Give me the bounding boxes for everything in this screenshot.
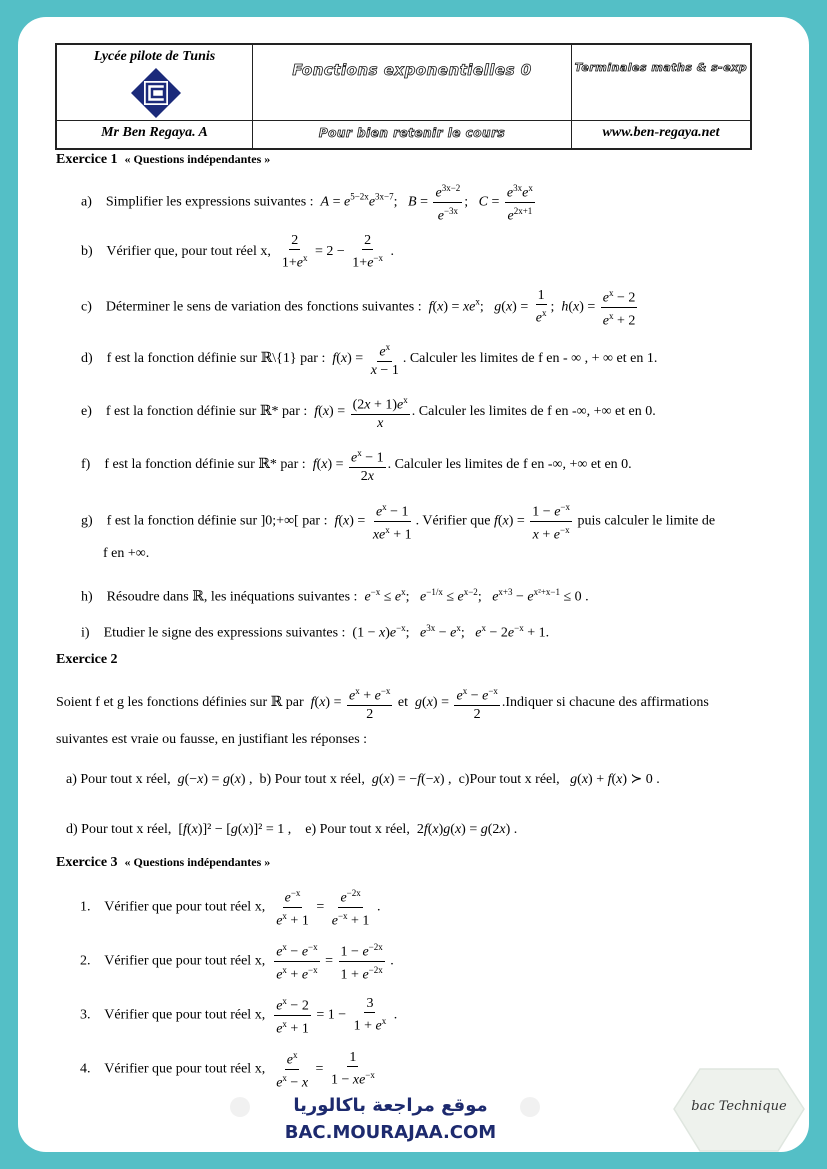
item-text: Simplifier les expressions suivantes : <box>105 194 314 210</box>
footer-site-link[interactable]: BAC.MOURAJAA.COM <box>284 1122 497 1143</box>
subtitle-cell <box>253 121 572 148</box>
item-text: Vérifier que pour tout réel x, <box>104 1007 266 1023</box>
teacher-cell <box>57 121 253 148</box>
level-cell <box>572 45 750 121</box>
ex2-abc: a) Pour tout x réel, g(−x) = g(x) , b) Pour tout x réel, g(x) = −f(−x) , c)Pour tout x réel, g(x) + f(x) ≻ 0 . <box>66 772 660 787</box>
ex3-item-1: 1. Vérifier que pour tout réel x, $\frac{e^{-x}}{e^x + 1}$ = $\frac{e^{-2x}}{e^{-x} + 1}$ . <box>80 885 380 929</box>
ex1-d: d) f est la fonction définie sur ℝ\{1} par : f(x) = $\frac{e^x}{x - 1}$ . Calculer les limites de f en - ∞ , + ∞ et en 1. <box>81 339 657 379</box>
item-label: e) <box>81 404 92 420</box>
item-label: i) <box>81 625 90 641</box>
item-label: 1. <box>80 899 91 915</box>
item-label: 3. <box>80 1007 91 1023</box>
ex1-tag: « Questions indépendantes » <box>124 152 271 166</box>
level-label: Terminales maths & s-exp <box>574 61 748 74</box>
intro-text: Soient f et g les fonctions définies sur ℝ par <box>56 695 304 711</box>
ex1-i: i) Etudier le signe des expressions suivantes : $(1 - x)e^{-x}$; $e^{3x} - e^x$; $e^x - 2e^{-x} + 1$. <box>81 623 550 641</box>
title-cell <box>253 45 572 121</box>
item-text: f est la fonction définie sur ℝ* par : <box>104 457 306 473</box>
ex1-g: g) f est la fonction définie sur ]0;+∞[ par : f(x) = $e^x - 1$ $xe^x + 1$ . Vérifier que f(x) = $\frac{1 - e^{-x}}{x + e^{-x}}$ puis calculer le limite de <box>81 499 715 543</box>
item-text: puis calculer le limite de <box>577 513 716 529</box>
item-label: 2. <box>80 953 91 969</box>
item-text: . Calculer les limites de f en -∞, +∞ et en 0. <box>411 404 656 420</box>
item-text: f est la fonction définie sur ℝ* par : <box>105 404 308 420</box>
item-label: b) <box>81 244 93 260</box>
website-cell <box>572 121 750 148</box>
school-name: Lycée pilote de Tunis <box>93 49 216 64</box>
stmt-d: d) Pour tout x réel, <box>66 822 172 837</box>
item-text: . Calculer les limites de f en -∞, +∞ et en 0. <box>387 457 632 473</box>
ex1-a: a) Simplifier les expressions suivantes : $A = e^{5-2x}e^{3x-7}$; B = $\frac{e^{3x-2}}{e^{-3x}}$ ; C = $e^{3x}e^x$ $e^{2x+1}$ <box>81 180 537 224</box>
item-label: c) <box>81 299 92 315</box>
ex3-title: Exercice 3 <box>56 855 118 870</box>
sheet-title: Fonctions exponentielles 0 <box>292 61 532 79</box>
ex1-f: f) f est la fonction définie sur ℝ* par : f(x) = $\frac{e^x - 1}{2x}$ . Calculer les limites de f en -∞, +∞ et en 0. <box>81 445 632 485</box>
ex2-intro: Soient f et g les fonctions définies sur ℝ par f(x) = $\frac{e^x + e^{-x}}{2}$ et g(x) = $\frac{e^x - e^{-x}}{2}$ .Indiquer si chacune des affirmations <box>56 683 709 723</box>
item-label: h) <box>81 589 93 605</box>
ex3-item-4: 4. Vérifier que pour tout réel x, $\frac{e^x}{e^x - x}$ = $\frac{1}{1 - xe^{-x}}$ <box>80 1047 379 1091</box>
item-text: . Vérifier que <box>415 513 491 529</box>
item-text: Etudier le signe des expressions suivantes : <box>103 625 346 641</box>
ex3-item-2: 2. Vérifier que pour tout réel x, $\frac{e^x - e^{-x}}{e^x + e^{-x}}$ = $\frac{1 - e^{-2x}}{1 + e^{-2x}}$ . <box>80 939 394 983</box>
footer-book-left-icon <box>230 1097 250 1117</box>
ex1-b: b) Vérifier que, pour tout réel x, $\frac{2}{1+e^x}$ = 2 − $\frac{2}{1+e^{-x}}$ . <box>81 233 394 271</box>
stmt-b: b) Pour tout x réel, <box>259 772 365 787</box>
ex1-title: Exercice 1 <box>56 152 118 167</box>
stmt-e: e) Pour tout x réel, <box>305 822 410 837</box>
ex1-c: c) Déterminer le sens de variation des fonctions suivantes : $f(x) = xe^x$; g(x) = $\frac{1}{e^x}$ ; h(x) = $\frac{e^x - 2}{e^x + 2}$ <box>81 285 639 329</box>
footer-book-right-icon <box>520 1097 540 1117</box>
header-table <box>55 43 752 150</box>
teacher-name: Mr Ben Regaya. A <box>101 125 208 140</box>
school-logo-icon <box>130 67 182 119</box>
ex2-intro-cont: suivantes est vraie ou fausse, en justifiant les réponses : <box>56 732 368 747</box>
ex1-e: e) f est la fonction définie sur ℝ* par : f(x) = $\frac{(2x + 1)e^x}{x}$ . Calculer les limites de f en -∞, +∞ et en 0. <box>81 392 656 432</box>
ex1-g-cont: f en +∞. <box>103 546 150 561</box>
item-label: 4. <box>80 1061 91 1077</box>
item-text: f est la fonction définie sur ℝ\{1} par : <box>106 351 326 367</box>
item-label: g) <box>81 513 93 529</box>
item-text: Vérifier que, pour tout réel x, <box>106 244 271 260</box>
bac-technique-label: bac Technique <box>691 1099 787 1114</box>
item-label: d) <box>81 351 93 367</box>
website: www.ben-regaya.net <box>602 125 720 140</box>
ex2-de: d) Pour tout x réel, [f(x)]² − [g(x)]² = 1 , e) Pour tout x réel, 2f(x)g(x) = g(2x) . <box>66 822 518 837</box>
ex1-h: h) Résoudre dans ℝ, les inéquations suivantes : $e^{-x} \le e^x$; $e^{-1/x} \le e^{x-2}$; $e^{x+3} - e^{x^2+x-1} \le 0$ . <box>81 587 589 605</box>
school-cell <box>57 45 253 121</box>
intro-text: .Indiquer si chacune des affirmations <box>501 695 709 711</box>
stmt-c: c)Pour tout x réel, <box>458 772 560 787</box>
item-label: f) <box>81 457 91 473</box>
item-text: Vérifier que pour tout réel x, <box>104 899 266 915</box>
item-text: Résoudre dans ℝ, les inéquations suivantes : <box>106 589 358 605</box>
item-label: a) <box>81 194 92 210</box>
item-text: f est la fonction définie sur ]0;+∞[ par : <box>106 513 328 529</box>
item-text: Vérifier que pour tout réel x, <box>104 953 266 969</box>
item-text: Vérifier que pour tout réel x, <box>104 1061 266 1077</box>
ex3-tag: « Questions indépendantes » <box>124 855 271 869</box>
ex1-heading <box>56 151 270 168</box>
item-text: Déterminer le sens de variation des fonctions suivantes : <box>105 299 422 315</box>
page <box>18 17 809 1152</box>
stmt-a: a) Pour tout x réel, <box>66 772 171 787</box>
footer-arabic: موقع مراجعة باكالوريا <box>293 1095 488 1116</box>
subtitle: Pour bien retenir le cours <box>318 126 506 140</box>
intro-text: et <box>397 695 409 711</box>
ex3-item-3: 3. Vérifier que pour tout réel x, $\frac{e^x - 2}{e^x + 1}$ = 1 − $\frac{3}{1 + e^x}$ . <box>80 993 397 1037</box>
ex3-heading <box>56 854 270 871</box>
item-text: . Calculer les limites de f en - ∞ , + ∞ et en 1. <box>402 351 658 367</box>
ex2-title: Exercice 2 <box>56 652 118 667</box>
